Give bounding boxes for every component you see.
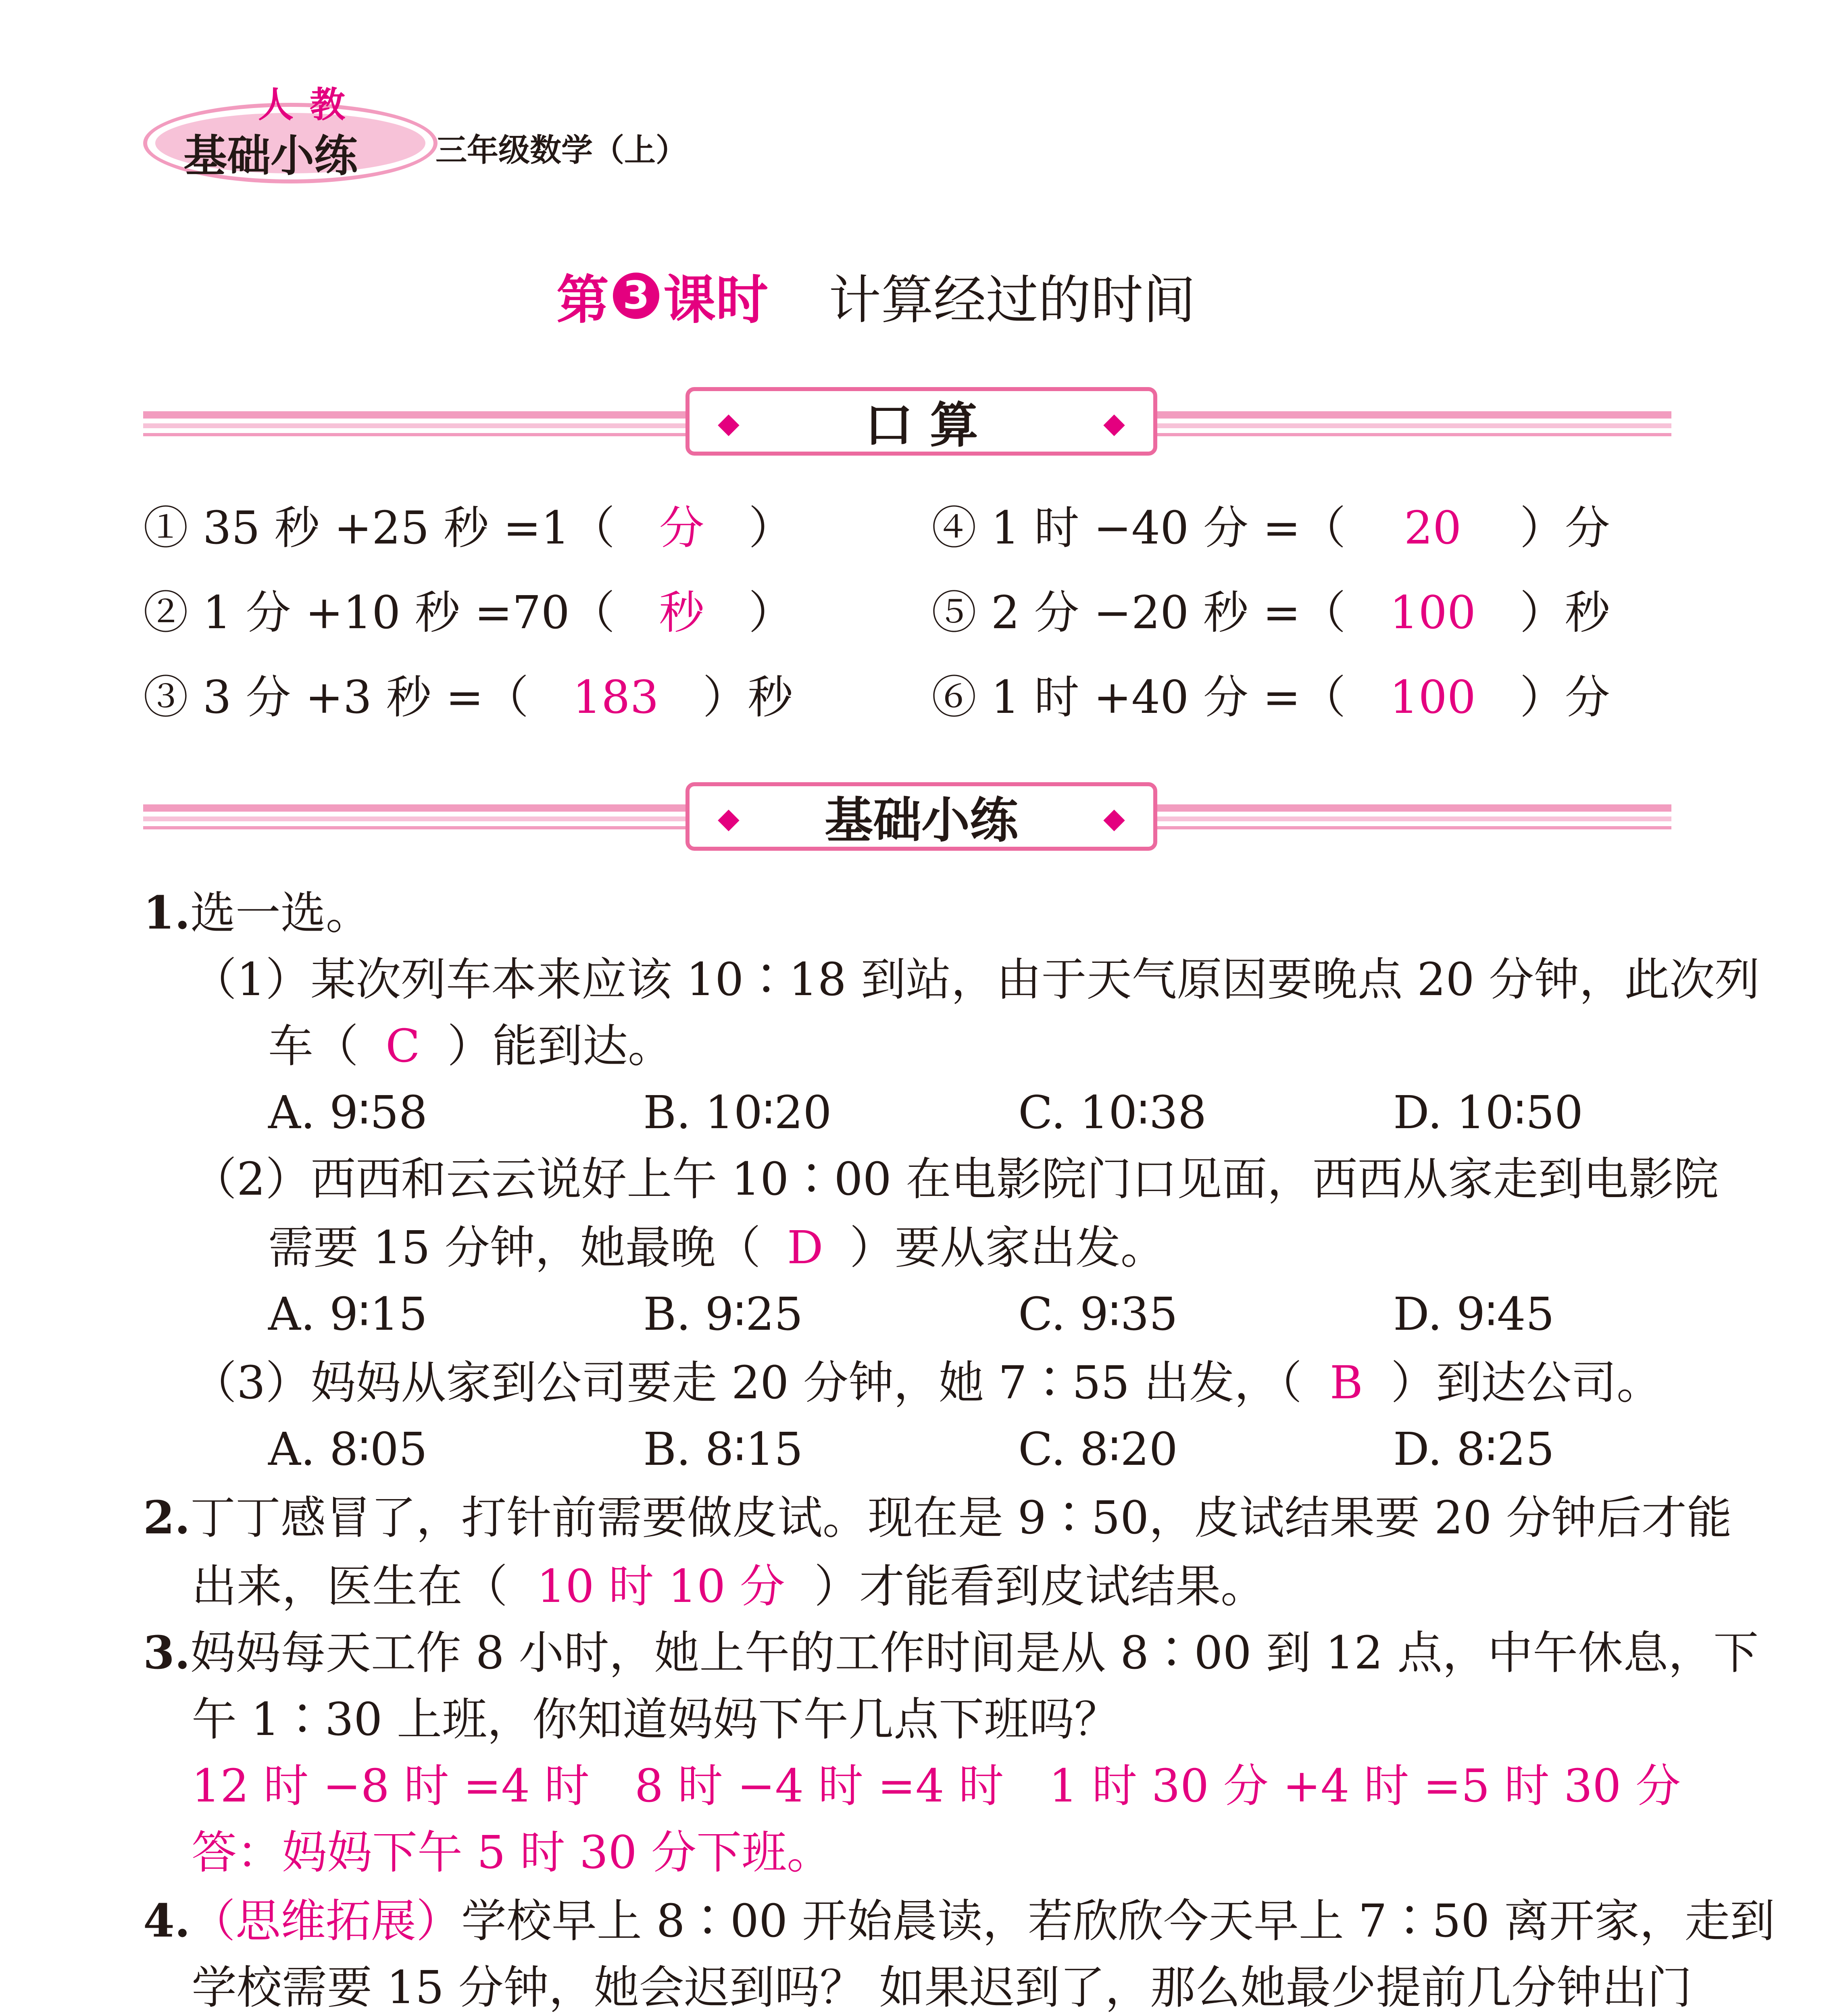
q2-answer: 10 时 10 分 xyxy=(537,1560,785,1613)
diamond-icon: ◆ xyxy=(718,802,740,835)
q1-1-line1: （1）某次列车本来应该 10∶18 到站，由于天气原因要晚点 20 分钟，此次列 xyxy=(192,954,1760,1006)
q3-answer-work: 12 时 −8 时 =4 时 8 时 −4 时 =4 时 1 时 30 分 +4 时 =5 时 30 分 xyxy=(192,1760,1681,1812)
header-subtitle: 三年级数学（上） xyxy=(435,132,688,169)
option-d: D. 9∶45 xyxy=(1393,1288,1554,1341)
section-title-oral: ◆ 口 算 ◆ xyxy=(685,387,1157,456)
oral-answer-5: 100 xyxy=(1390,587,1476,639)
lesson-name: 计算经过的时间 xyxy=(829,269,1196,331)
option-d: D. 8∶25 xyxy=(1393,1423,1554,1476)
section-title-practice: ◆ 基础小练 ◆ xyxy=(685,782,1157,851)
oral-item-4: ④ 1 时 −40 分 =（ 20 ）分 xyxy=(931,502,1610,554)
option-d: D. 10∶50 xyxy=(1393,1087,1583,1139)
oral-answer-3: 183 xyxy=(572,671,659,724)
option-a: A. 8∶05 xyxy=(268,1423,428,1476)
option-a: A. 9∶58 xyxy=(268,1087,428,1139)
oral-answer-6: 100 xyxy=(1390,671,1476,724)
question-3-line2: 午 1∶30 上班，你知道妈妈下午几点下班吗？ xyxy=(192,1693,1119,1746)
q1-1-line2: 车（ C ）能到达。 xyxy=(268,1020,673,1073)
q1-2-line2: 需要 15 分钟，她最晚（ D ）要从家出发。 xyxy=(268,1222,1166,1274)
oral-answer-4: 20 xyxy=(1404,502,1462,554)
option-c: C. 8∶20 xyxy=(1018,1423,1178,1476)
option-c: C. 9∶35 xyxy=(1018,1288,1178,1341)
oral-item-2: ② 1 分 +10 秒 =70（ 秒 ） xyxy=(143,587,794,639)
lesson-suffix: 课时 xyxy=(663,269,769,331)
q1-1-answer: C xyxy=(385,1020,420,1073)
option-b: B. 10∶20 xyxy=(643,1087,832,1139)
header-brand: 基础小练 xyxy=(183,131,358,181)
q1-2-answer: D xyxy=(787,1222,823,1274)
option-b: B. 8∶15 xyxy=(643,1423,803,1476)
question-number: 4. xyxy=(143,1895,190,1947)
oral-answer-2: 秒 xyxy=(659,587,704,639)
question-4-line1: 4.（思维拓展）学校早上 8∶00 开始晨读，若欣欣今天早上 7∶50 离开家，走到 xyxy=(143,1895,1775,1947)
question-1-title: 1.选一选。 xyxy=(143,887,371,939)
option-b: B. 9∶25 xyxy=(643,1288,803,1341)
oral-item-6: ⑥ 1 时 +40 分 =（ 100 ）分 xyxy=(931,671,1610,724)
option-c: C. 10∶38 xyxy=(1018,1087,1207,1139)
question-2-line1: 2.丁丁感冒了，打针前需要做皮试。现在是 9∶50，皮试结果要 20 分钟后才能 xyxy=(143,1491,1732,1544)
lesson-title xyxy=(556,258,1196,333)
oral-item-3: ③ 3 分 +3 秒 =（ 183 ）秒 xyxy=(143,671,793,724)
header-publisher: 人教 xyxy=(258,84,362,125)
question-4-line2: 学校需要 15 分钟，她会迟到吗？ 如果迟到了，那么她最少提前几分钟出门 xyxy=(192,1962,1692,2014)
question-number: 2. xyxy=(143,1491,190,1544)
lesson-prefix: 第 xyxy=(556,269,609,331)
option-a: A. 9∶15 xyxy=(268,1288,428,1341)
q4-tag: （思维拓展） xyxy=(190,1895,461,1947)
oral-item-1: ① 35 秒 +25 秒 =1（ 分 ） xyxy=(143,502,794,554)
question-number: 1. xyxy=(143,887,190,939)
lesson-number: 3 xyxy=(613,273,659,319)
diamond-icon: ◆ xyxy=(1103,802,1125,835)
question-2-line2: 出来，医生在（ 10 时 10 分 ）才能看到皮试结果。 xyxy=(192,1560,1266,1613)
oral-item-5: ⑤ 2 分 −20 秒 =（ 100 ）秒 xyxy=(931,587,1610,639)
q3-answer-conclusion: 答：妈妈下午 5 时 30 分下班。 xyxy=(192,1826,832,1879)
q1-2-line1: （2）西西和云云说好上午 10∶00 在电影院门口见面，西西从家走到电影院 xyxy=(192,1153,1719,1206)
q1-3-answer: B xyxy=(1329,1357,1363,1409)
q1-3-line1: （3）妈妈从家到公司要走 20 分钟，她 7∶55 出发，（ B ）到达公司。 xyxy=(192,1357,1662,1409)
question-number: 3. xyxy=(143,1627,190,1679)
diamond-icon: ◆ xyxy=(718,406,740,439)
oral-answer-1: 分 xyxy=(659,502,704,554)
diamond-icon: ◆ xyxy=(1103,406,1125,439)
question-3-line1: 3.妈妈每天工作 8 小时，她上午的工作时间是从 8∶00 到 12 点，中午休息，下 xyxy=(143,1627,1759,1679)
